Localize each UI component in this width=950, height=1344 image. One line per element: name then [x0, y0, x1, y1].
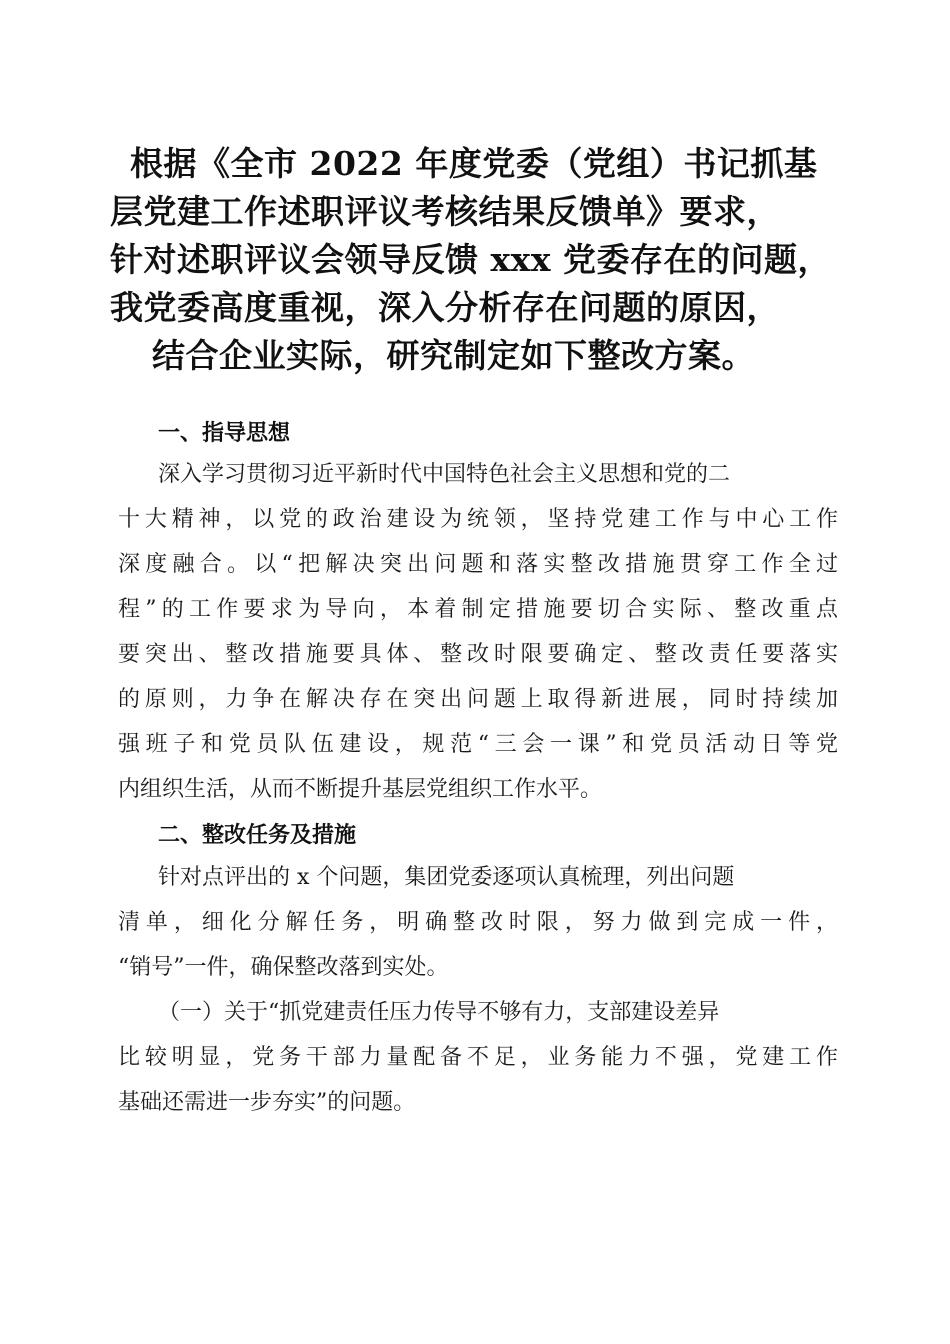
title-line: 结合企业实际，研究制定如下整改方案。 [152, 336, 755, 375]
paragraph-line: 深度融合。以“把解决突出问题和落实整改措施贯穿工作全过 [118, 552, 838, 577]
title-line: 根据《全市 2022 年度党委（党组）书记抓基 [130, 144, 818, 183]
title-line: 我党委高度重视，深入分析存在问题的原因， [110, 288, 780, 327]
section1-paragraph [118, 452, 838, 812]
title-line: 针对述职评议会领导反馈 xxx 党委存在的问题， [110, 240, 832, 279]
paragraph-line: 程”的工作要求为导向，本着制定措施要切合实际、整改重点 [118, 597, 838, 622]
paragraph-line: （一）关于“抓党建责任压力传导不够有力，支部建设差异 [158, 1000, 720, 1025]
title-line: 层党建工作述职评议考核结果反馈单》要求， [110, 192, 780, 231]
paragraph-line: 清单，细化分解任务，明确整改时限，努力做到完成一件， [118, 910, 838, 935]
document-title [110, 140, 850, 380]
section2-intro-paragraph [118, 855, 838, 990]
paragraph-line: 的原则，力争在解决存在突出问题上取得新进展，同时持续加 [118, 687, 838, 712]
paragraph-line: 比较明显，党务干部力量配备不足，业务能力不强，党建工作 [118, 1045, 838, 1070]
paragraph-line: “销号”一件，确保整改落到实处。 [118, 955, 449, 980]
paragraph-line: 内组织生活，从而不断提升基层党组织工作水平。 [118, 777, 603, 802]
section-heading-guiding-thought: 一、指导思想 [158, 421, 291, 446]
paragraph-line: 针对点评出的 x 个问题，集团党委逐项认真梳理，列出问题 [158, 865, 735, 890]
section-heading-rectification-tasks: 二、整改任务及措施 [158, 823, 357, 848]
paragraph-line: 基础还需进一步夯实”的问题。 [118, 1090, 416, 1115]
paragraph-line: 要突出、整改措施要具体、整改时限要确定、整改责任要落实 [118, 642, 838, 667]
paragraph-line: 强班子和党员队伍建设，规范“三会一课”和党员活动日等党 [118, 732, 838, 757]
paragraph-line: 十大精神，以党的政治建设为统领，坚持党建工作与中心工作 [118, 507, 838, 532]
section2-item1-paragraph [118, 990, 838, 1125]
paragraph-line: 深入学习贯彻习近平新时代中国特色社会主义思想和党的二 [158, 462, 731, 487]
